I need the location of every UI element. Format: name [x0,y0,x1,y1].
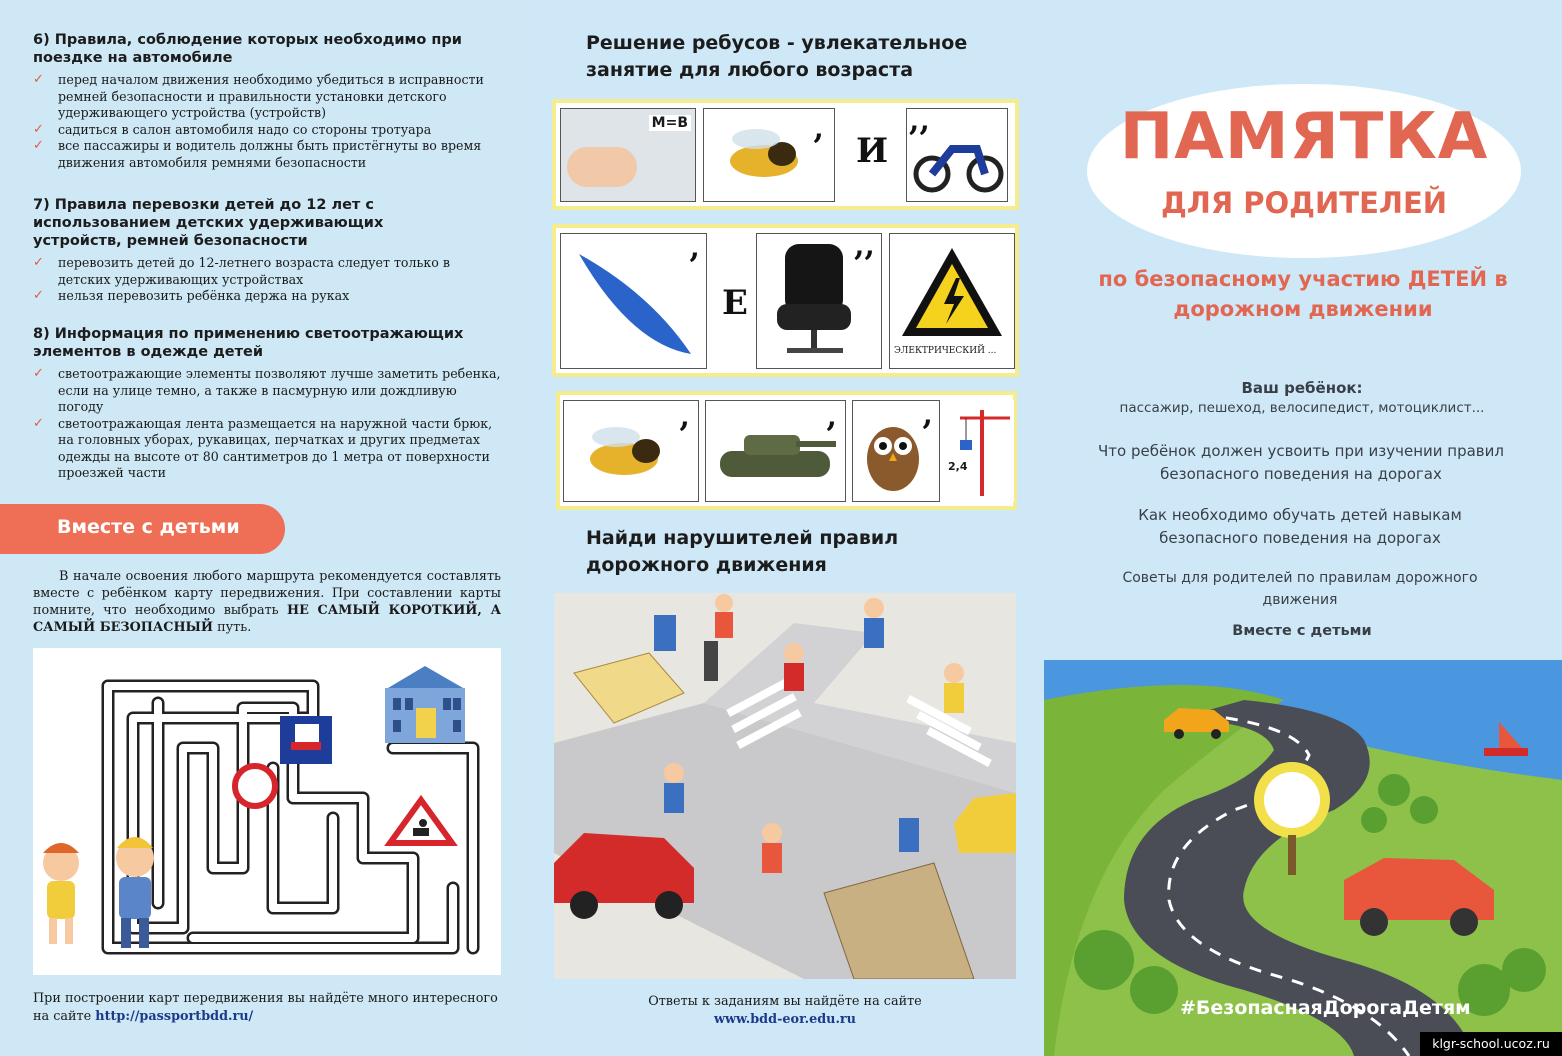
sign-caption: ЭЛЕКТРИЧЕСКИЙ ... [894,346,997,356]
section-8-title: 8) Информация по применению светоотражающих элементов в одежде детей [33,326,464,360]
brochure-title: ПАМЯТКА [1119,100,1489,174]
rebus-letter: Е [722,283,748,323]
scene-svg [554,593,1016,979]
list-item: ✓ светоотражающая лента размещается на наружной части брюк, на головных уборах, рукавицах, перчатках и других предметах одежды на высоте от 80 сантиметров до 1 метра от поверхности проезжей части [33,415,493,480]
rebus-electric-sign-image [889,233,1015,369]
traffic-light-icon [704,641,718,681]
road-landscape-illustration [1044,660,1562,1056]
toc-item-how-to-teach: Как необходимо обучать детей навыкам безопасного поведения на дорогах [1138,506,1462,547]
rebus-wasp2-image: , [563,400,699,502]
left-panel [0,0,522,1056]
tank-icon [706,401,845,501]
answers-footer: Ответы к заданиям вы найдёте на сайте www.bdd-eor.edu.ru [554,993,1016,1029]
rebus-feather-image: , [560,233,707,369]
brochure-topic: по безопасному участию ДЕТЕЙ в дорожном движении [1098,267,1508,321]
traffic-scene-illustration [554,593,1016,979]
rebus-number: 2,4 [948,460,968,473]
list-item: ✓ светоотражающие элементы позволяют лучше заметить ребенка, если на улице темно, а также в пасмурную или дождливую погоду [33,366,501,414]
list-item: ✓ перед началом движения необходимо убедиться в исправности ремней безопасности и правильности установки детского удерживающего устройства (устройств) [33,72,484,120]
check-icon: ✓ [33,121,44,137]
rebus-chalk-image [560,108,696,202]
violators-heading: Найди нарушителей правил дорожного движения [586,527,899,576]
toc-item-advice: Советы для родителей по правилам дорожного движения [1122,570,1478,608]
check-icon: ✓ [33,138,44,153]
together-with-kids-ribbon [0,504,285,554]
route-maze-illustration [33,648,501,975]
section-8-list [33,366,505,482]
toc-item-child-roles: Ваш ребёнок: пассажир, пешеход, велосипедист, мотоциклист... [1119,379,1485,416]
hashtag: #БезопаснаяДорогаДетям [1180,997,1471,1019]
toc-item-what-to-learn: Что ребёнок должен усвоить при изучении правил безопасного поведения на дорогах [1097,442,1504,483]
title-cloud [1087,84,1521,258]
electric-hazard-sign-icon [890,234,1014,346]
check-icon: ✓ [33,366,44,381]
answers-link[interactable]: www.bdd-eor.edu.ru [714,1012,856,1027]
rebus-tank-image: , [705,400,846,502]
crane-icon [946,400,1014,500]
list-item: ✓ нельзя перевозить ребёнка держа на руках [33,288,350,303]
section-7-list [33,255,505,305]
check-icon: ✓ [33,288,44,303]
toc-item-together: Вместе с детьми [1232,623,1372,639]
rebus-formula: М=В [649,115,691,131]
check-icon: ✓ [33,255,44,270]
ribbon-label: Вместе с детьми [57,516,240,538]
rebus-row-3 [556,391,1017,510]
list-item: ✓ садиться в салон автомобиля надо со стороны тротуара [33,121,432,137]
wasp-icon [564,401,698,501]
section-6-title: 6) Правила, соблюдение которых необходимо при поездке на автомобиле [33,32,462,66]
rebus-heading: Решение ребусов - увлекательное занятие для любого возраста [586,32,968,81]
list-item: ✓ перевозить детей до 12-летнего возраста следует только в детских удерживающих устройствах [33,255,450,287]
rebus-armchair-image: ,, [756,233,882,369]
rebus-row-1 [552,99,1019,210]
school-building-icon [385,666,465,743]
check-icon: ✓ [33,72,44,87]
list-item: ✓ все пассажиры и водитель должны быть пристёгнуты во время движения автомобиля ремнями безопасности [33,138,482,170]
route-intro-paragraph: В начале освоения любого маршрута рекомендуется составлять вместе с ребёнком карту передвижения. При составлении карты помните, что необходимо выбрать НЕ САМЫЙ КОРОТКИЙ, А САМЫЙ БЕЗОПАСНЫЙ путь. [33,569,501,635]
passport-footer: При построении карт передвижения вы найдёте много интересного на сайте http://passportbdd.ru/ [33,991,498,1024]
maze-svg [33,648,501,975]
rebus-motorcycle-image: ,, [906,108,1008,202]
rebus-row-2 [552,224,1019,377]
rebus-crane-image [946,400,1014,502]
rebus-letter: И [856,131,889,171]
crosswalk-sign-icon [899,818,919,852]
no-entry-sign-icon [235,766,275,806]
section-6-list [33,72,505,171]
rebus-wasp-image: , [703,108,835,202]
rebus-owl-image: , [852,400,940,502]
brochure-subtitle: ДЛЯ РОДИТЕЛЕЙ [1160,186,1448,220]
feather-icon [561,234,706,368]
site-watermark: klgr-school.ucoz.ru [1420,1032,1562,1056]
passport-link[interactable]: http://passportbdd.ru/ [95,1009,254,1024]
check-icon: ✓ [33,415,44,431]
crosswalk-sign-icon [654,615,676,651]
section-7-title: 7) Правила перевозки детей до 12 лет с использованием детских удерживающих устройств, ремней безопасности [33,197,384,249]
